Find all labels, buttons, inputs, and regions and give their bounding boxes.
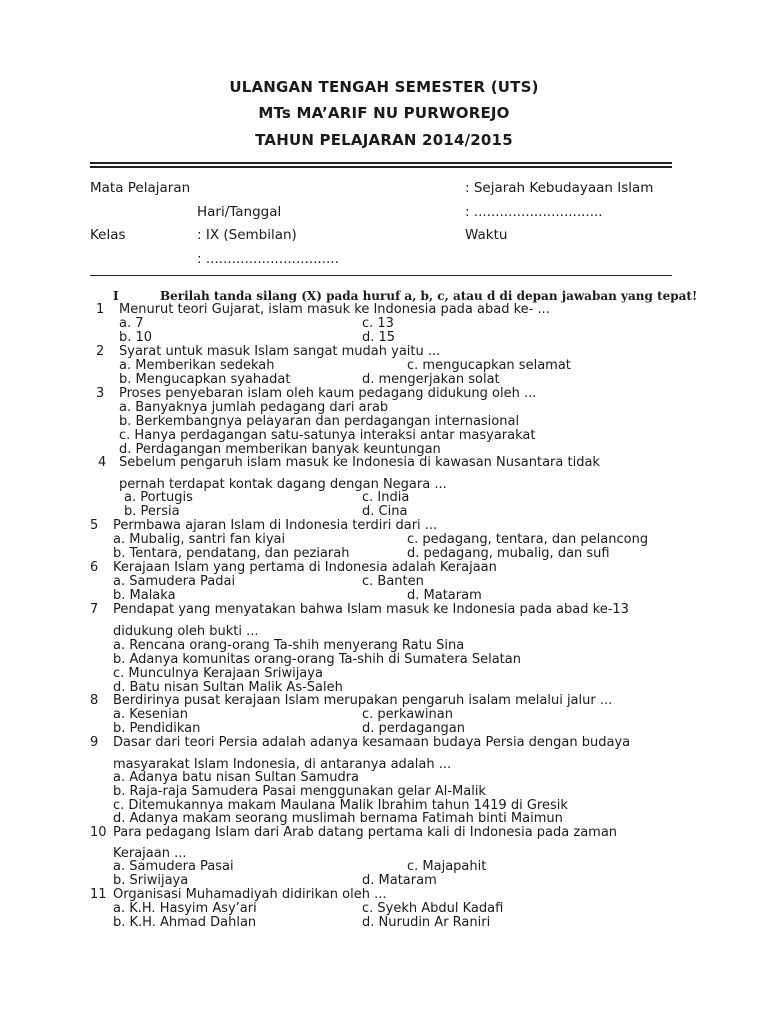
question-number: 7 [90,602,99,617]
question-text-continued: didukung oleh bukti ... [113,624,259,639]
kelas-label: Kelas [90,227,126,243]
mata-pelajaran-label: Mata Pelajaran [90,180,191,196]
option-d: d. perdagangan [362,721,466,736]
question-text: Menurut teori Gujarat, islam masuk ke Indonesia pada abad ke- ... [119,302,550,317]
question-text: Dasar dari teori Persia adalah adanya kesamaan budaya Persia dengan budaya [113,735,631,750]
option-d: d. 15 [362,330,396,345]
option-c: c. Ditemukannya makam Maulana Malik Ibrahim tahun 1419 di Gresik [113,798,568,813]
option-b: b. Persia [124,504,180,519]
option-d: d. Perdagangan memberikan banyak keuntungan [119,442,441,457]
option-a: a. Samudera Padai [113,574,236,589]
option-c: c. perkawinan [362,707,453,722]
question-text: Syarat untuk masuk Islam sangat mudah yaitu ... [119,344,441,359]
option-c: c. India [362,490,410,505]
option-b: b. Berkembangnya pelayaran dan perdagangan internasional [119,414,520,429]
question-text: Organisasi Muhamadiyah didirikan oleh ... [113,887,387,902]
option-a: a. Adanya batu nisan Sultan Samudra [113,770,360,785]
option-c: c. Syekh Abdul Kadafi [362,901,504,916]
question-text-continued: Kerajaan ... [113,846,187,861]
option-a: a. Banyaknya jumlah pedagang dari arab [119,400,389,415]
question-text: Para pedagang Islam dari Arab datang pertama kali di Indonesia pada zaman [113,825,618,840]
option-d: d. mengerjakan solat [362,372,500,387]
option-c: c. Munculnya Kerajaan Sriwijaya [113,666,323,681]
question-text: Sebelum pengaruh islam masuk ke Indonesia di kawasan Nusantara tidak [119,455,600,470]
hari-value: : .............................. [465,204,603,220]
option-b: b. Tentara, pendatang, dan peziarah [113,546,350,561]
option-b: b. Sriwijaya [113,873,189,888]
option-b: b. Malaka [113,588,176,603]
question-number: 4 [98,455,107,470]
question-text: Kerajaan Islam yang pertama di Indonesia adalah Kerajaan [113,560,497,575]
option-a: a. Portugis [124,490,193,505]
option-a: a. Mubalig, santri fan kiyai [113,532,286,547]
option-d: d. Mataram [362,873,437,888]
waktu-label: Waktu [465,227,508,243]
option-c: c. pedagang, tentara, dan pelancong [407,532,649,547]
question-number: 5 [90,518,99,533]
question-text: Permbawa ajaran Islam di Indonesia terdiri dari ... [113,518,438,533]
question-number: 1 [96,302,105,317]
exam-title: ULANGAN TENGAH SEMESTER (UTS) [229,78,539,96]
question-number: 8 [90,693,99,708]
option-d: d. Mataram [407,588,482,603]
question-number: 9 [90,735,99,750]
question-text: Pendapat yang menyatakan bahwa Islam masuk ke Indonesia pada abad ke-13 [113,602,629,617]
option-a: a. Kesenian [113,707,188,722]
option-b: b. Pendidikan [113,721,201,736]
option-c: c. 13 [362,316,394,331]
hari-label: Hari/Tanggal [197,204,282,220]
waktu-value: : ............................... [197,251,339,267]
section-instruction: Berilah tanda silang (X) pada huruf a, b, c, atau d di depan jawaban yang tepat! [160,289,698,303]
mata-pelajaran-value: : Sejarah Kebudayaan Islam [465,180,654,196]
question-number: 10 [90,825,107,840]
option-a: a. K.H. Hasyim Asy’ari [113,901,257,916]
option-c: c. Majapahit [407,859,487,874]
question-text-continued: masyarakat Islam Indonesia, di antaranya adalah ... [113,757,452,772]
option-c: c. mengucapkan selamat [407,358,571,373]
option-b: b. Mengucapkan syahadat [119,372,291,387]
option-a: a. Rencana orang-orang Ta-shih menyerang Ratu Sina [113,638,465,653]
question-number: 11 [90,887,107,902]
info-rule [90,275,672,276]
section-number: I [113,289,119,303]
option-d: d. Nurudin Ar Raniri [362,915,491,930]
option-b: b. Raja-raja Samudera Pasai menggunakan gelar Al-Malik [113,784,486,799]
header-rule-top [90,162,672,164]
option-d: d. Cina [362,504,408,519]
option-d: d. pedagang, mubalig, dan sufi [407,546,610,561]
question-text-continued: pernah terdapat kontak dagang dengan Negara ... [119,477,447,492]
question-number: 6 [90,560,99,575]
question-text: Proses penyebaran islam oleh kaum pedagang didukung oleh ... [119,386,537,401]
option-d: d. Batu nisan Sultan Malik As-Saleh [113,680,343,695]
option-b: b. 10 [119,330,153,345]
option-b: b. K.H. Ahmad Dahlan [113,915,257,930]
option-c: c. Hanya perdagangan satu-satunya interaksi antar masyarakat [119,428,536,443]
option-a: a. 7 [119,316,144,331]
header-rule-bottom [90,166,672,168]
school-name: MTs MA’ARIF NU PURWOREJO [258,104,510,122]
kelas-value: : IX (Sembilan) [197,227,297,243]
academic-year: TAHUN PELAJARAN 2014/2015 [255,131,513,149]
question-number: 3 [96,386,105,401]
option-a: a. Memberikan sedekah [119,358,275,373]
option-d: d. Adanya makam seorang muslimah bernama Fatimah binti Maimun [113,811,563,826]
option-b: b. Adanya komunitas orang-orang Ta-shih di Sumatera Selatan [113,652,521,667]
option-a: a. Samudera Pasai [113,859,234,874]
question-text: Berdirinya pusat kerajaan Islam merupakan pengaruh isalam melalui jalur ... [113,693,613,708]
question-number: 2 [96,344,105,359]
option-c: c. Banten [362,574,424,589]
